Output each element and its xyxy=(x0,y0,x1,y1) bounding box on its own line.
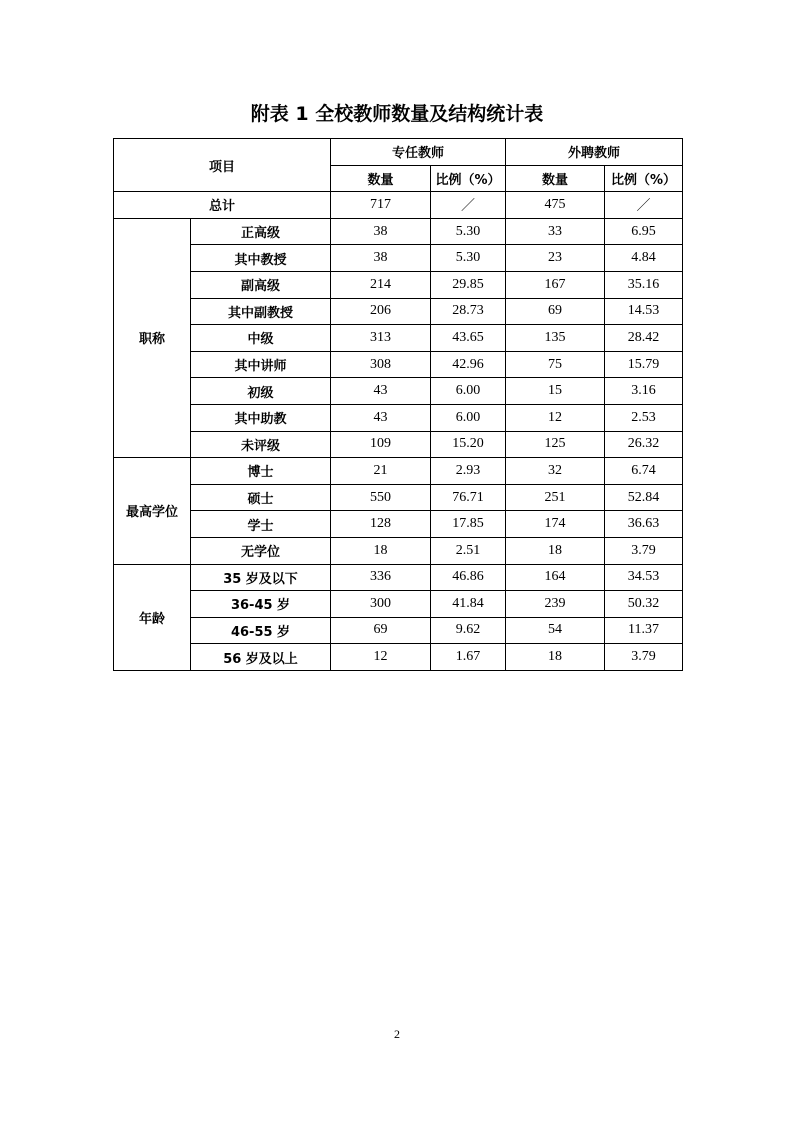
ex-count-cell: 239 xyxy=(506,591,605,618)
ft-ratio-cell: 29.85 xyxy=(431,271,506,298)
ft-count-cell: 69 xyxy=(331,617,431,644)
ft-ratio-cell: 2.51 xyxy=(431,537,506,564)
ex-count-cell: 15 xyxy=(506,378,605,405)
ft-ratio-cell: 43.65 xyxy=(431,325,506,352)
ft-count-cell: 109 xyxy=(331,431,431,458)
ex-ratio-cell: 6.95 xyxy=(605,218,683,245)
ft-count-cell: 21 xyxy=(331,458,431,485)
ex-count-cell: 174 xyxy=(506,511,605,538)
total-ft-ratio: ／ xyxy=(431,192,506,219)
row-label: 无学位 xyxy=(191,537,331,564)
header-ex-count: 数量 xyxy=(506,165,605,192)
table-row xyxy=(114,564,683,591)
table-row xyxy=(114,271,683,298)
group-label: 最高学位 xyxy=(114,458,191,564)
table-row xyxy=(114,458,683,485)
row-label: 副高级 xyxy=(191,271,331,298)
ft-ratio-cell: 41.84 xyxy=(431,591,506,618)
group-label: 职称 xyxy=(114,218,191,457)
ft-count-cell: 38 xyxy=(331,218,431,245)
ft-count-cell: 38 xyxy=(331,245,431,272)
ex-ratio-cell: 3.16 xyxy=(605,378,683,405)
ex-count-cell: 69 xyxy=(506,298,605,325)
table-row xyxy=(114,218,683,245)
ex-count-cell: 164 xyxy=(506,564,605,591)
row-label: 未评级 xyxy=(191,431,331,458)
ft-count-cell: 12 xyxy=(331,644,431,671)
ex-count-cell: 33 xyxy=(506,218,605,245)
header-ex-ratio: 比例（%） xyxy=(605,165,683,192)
row-label: 中级 xyxy=(191,325,331,352)
row-label: 46-55 岁 xyxy=(191,617,331,644)
row-label: 博士 xyxy=(191,458,331,485)
ex-count-cell: 135 xyxy=(506,325,605,352)
row-label: 36-45 岁 xyxy=(191,591,331,618)
table-row xyxy=(114,298,683,325)
header-item: 项目 xyxy=(114,139,331,192)
row-label: 35 岁及以下 xyxy=(191,564,331,591)
row-label: 学士 xyxy=(191,511,331,538)
table-row xyxy=(114,431,683,458)
page-title: 附表 1 全校教师数量及结构统计表 xyxy=(250,103,544,125)
ex-ratio-cell: 52.84 xyxy=(605,484,683,511)
table-row xyxy=(114,511,683,538)
ex-ratio-cell: 35.16 xyxy=(605,271,683,298)
ex-ratio-cell: 3.79 xyxy=(605,537,683,564)
ft-count-cell: 206 xyxy=(331,298,431,325)
ft-ratio-cell: 1.67 xyxy=(431,644,506,671)
ft-ratio-cell: 2.93 xyxy=(431,458,506,485)
ex-ratio-cell: 14.53 xyxy=(605,298,683,325)
header-external: 外聘教师 xyxy=(506,139,683,166)
ft-count-cell: 128 xyxy=(331,511,431,538)
table-row xyxy=(114,537,683,564)
table-row xyxy=(114,484,683,511)
row-label: 56 岁及以上 xyxy=(191,644,331,671)
ex-ratio-cell: 2.53 xyxy=(605,404,683,431)
ex-ratio-cell: 6.74 xyxy=(605,458,683,485)
teacher-stats-table xyxy=(113,138,683,671)
ft-ratio-cell: 5.30 xyxy=(431,245,506,272)
ex-count-cell: 125 xyxy=(506,431,605,458)
ft-count-cell: 214 xyxy=(331,271,431,298)
ex-count-cell: 23 xyxy=(506,245,605,272)
table-row xyxy=(114,644,683,671)
ft-ratio-cell: 6.00 xyxy=(431,404,506,431)
ft-ratio-cell: 5.30 xyxy=(431,218,506,245)
ft-count-cell: 308 xyxy=(331,351,431,378)
ex-count-cell: 75 xyxy=(506,351,605,378)
ex-count-cell: 12 xyxy=(506,404,605,431)
ft-count-cell: 300 xyxy=(331,591,431,618)
row-label: 正高级 xyxy=(191,218,331,245)
row-label: 其中副教授 xyxy=(191,298,331,325)
total-ex-ratio: ／ xyxy=(605,192,683,219)
ex-ratio-cell: 34.53 xyxy=(605,564,683,591)
total-ex-count: 475 xyxy=(506,192,605,219)
ex-count-cell: 54 xyxy=(506,617,605,644)
table-row xyxy=(114,404,683,431)
ft-count-cell: 43 xyxy=(331,404,431,431)
ex-count-cell: 32 xyxy=(506,458,605,485)
ft-count-cell: 18 xyxy=(331,537,431,564)
ex-ratio-cell: 4.84 xyxy=(605,245,683,272)
row-label: 其中教授 xyxy=(191,245,331,272)
header-fulltime: 专任教师 xyxy=(331,139,506,166)
ft-ratio-cell: 9.62 xyxy=(431,617,506,644)
table-row xyxy=(114,325,683,352)
ex-ratio-cell: 15.79 xyxy=(605,351,683,378)
table-row xyxy=(114,245,683,272)
ex-ratio-cell: 36.63 xyxy=(605,511,683,538)
ft-ratio-cell: 15.20 xyxy=(431,431,506,458)
ft-ratio-cell: 76.71 xyxy=(431,484,506,511)
ex-ratio-cell: 26.32 xyxy=(605,431,683,458)
ex-ratio-cell: 28.42 xyxy=(605,325,683,352)
row-label: 初级 xyxy=(191,378,331,405)
ft-count-cell: 43 xyxy=(331,378,431,405)
ex-count-cell: 18 xyxy=(506,644,605,671)
ft-ratio-cell: 17.85 xyxy=(431,511,506,538)
table-row xyxy=(114,378,683,405)
total-ft-count: 717 xyxy=(331,192,431,219)
ft-count-cell: 336 xyxy=(331,564,431,591)
ft-ratio-cell: 46.86 xyxy=(431,564,506,591)
header-ft-ratio: 比例（%） xyxy=(431,165,506,192)
ft-count-cell: 550 xyxy=(331,484,431,511)
total-row xyxy=(114,192,683,219)
header-ft-count: 数量 xyxy=(331,165,431,192)
ex-ratio-cell: 3.79 xyxy=(605,644,683,671)
row-label: 其中助教 xyxy=(191,404,331,431)
table-row xyxy=(114,617,683,644)
table-row xyxy=(114,591,683,618)
table-row xyxy=(114,351,683,378)
ex-count-cell: 251 xyxy=(506,484,605,511)
ex-ratio-cell: 11.37 xyxy=(605,617,683,644)
ft-ratio-cell: 6.00 xyxy=(431,378,506,405)
ex-ratio-cell: 50.32 xyxy=(605,591,683,618)
group-label: 年龄 xyxy=(114,564,191,670)
ex-count-cell: 167 xyxy=(506,271,605,298)
ft-ratio-cell: 28.73 xyxy=(431,298,506,325)
ft-ratio-cell: 42.96 xyxy=(431,351,506,378)
page-number: 2 xyxy=(394,1027,400,1041)
ft-count-cell: 313 xyxy=(331,325,431,352)
ex-count-cell: 18 xyxy=(506,537,605,564)
row-label: 其中讲师 xyxy=(191,351,331,378)
total-label: 总计 xyxy=(114,192,331,219)
row-label: 硕士 xyxy=(191,484,331,511)
